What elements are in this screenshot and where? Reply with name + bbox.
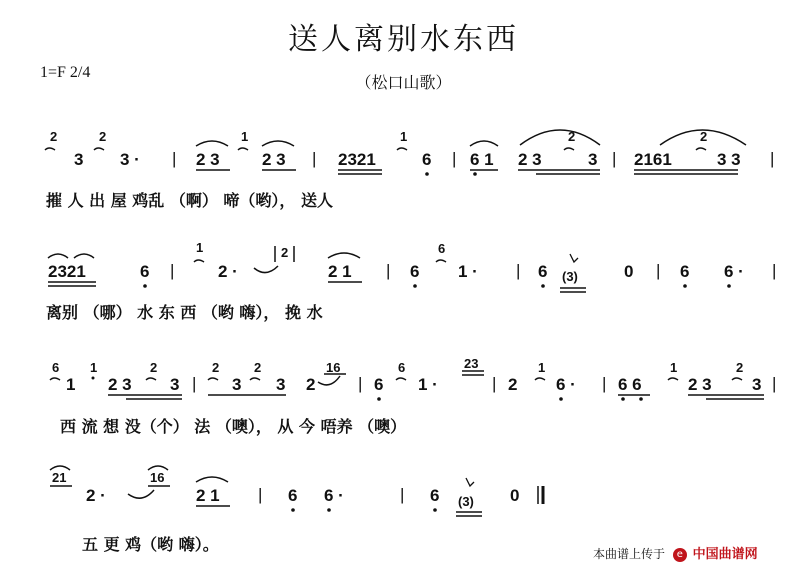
svg-text:6: 6 [422,150,432,169]
svg-text:3: 3 [170,375,180,394]
svg-text:2 3: 2 3 [688,375,712,394]
svg-text:2: 2 [700,129,708,144]
svg-text:1: 1 [66,375,76,394]
song-subtitle: （松口山歌） [355,73,452,92]
song-title: 送人离别水东西 [288,22,519,57]
notation-line-3 [50,356,776,401]
svg-text:3: 3 [752,375,762,394]
svg-text:6: 6 [374,375,384,394]
svg-text:2 1: 2 1 [196,486,220,505]
svg-text:1 ·: 1 · [418,375,438,394]
svg-text:2321: 2321 [48,262,86,281]
svg-text:2: 2 [50,129,58,144]
svg-text:|: | [170,261,175,280]
svg-text:6: 6 [288,486,298,505]
svg-text:(3): (3) [458,494,474,509]
svg-text:|: | [656,261,661,280]
svg-text:3: 3 [276,375,286,394]
svg-text:2 3: 2 3 [262,150,286,169]
svg-text:3: 3 [588,150,598,169]
svg-text:|: | [312,149,317,168]
svg-text:6 1: 6 1 [470,150,494,169]
svg-text:2 ·: 2 · [218,262,238,281]
svg-text:2 1: 2 1 [328,262,352,281]
footer-prefix: 本曲谱上传于 [593,547,666,561]
svg-text:6: 6 [52,360,60,375]
source-footer [593,543,758,562]
svg-text:2: 2 [281,245,289,260]
svg-text:16: 16 [150,470,165,485]
svg-text:|: | [602,374,607,393]
svg-text:|: | [386,261,391,280]
svg-text:|: | [258,485,263,504]
svg-text:1: 1 [400,129,408,144]
svg-text:6: 6 [438,241,446,256]
footer-site-name: 中国曲谱网 [692,547,758,562]
svg-text:2: 2 [212,360,220,375]
site-logo-icon: e [673,548,687,562]
svg-text:6: 6 [398,360,406,375]
svg-text:2321: 2321 [338,150,376,169]
svg-text:|: | [492,374,497,393]
lyrics-line-4: 五 更 鸡（哟 嗨）。 [82,535,219,554]
svg-text:|: | [516,261,521,280]
svg-text:|: | [452,149,457,168]
svg-text:3: 3 [232,375,242,394]
lyrics-line-2: 离别 （哪） 水 东 西 （哟 嗨）， 挽 水 [46,303,323,322]
svg-text:23: 23 [464,356,479,371]
svg-text:6 ·: 6 · [724,262,744,281]
svg-text:|: | [772,261,777,280]
svg-text:|: | [192,374,197,393]
svg-text:21: 21 [52,470,67,485]
svg-text:3 ·: 3 · [120,150,140,169]
lyrics-line-3: 西 流 想 没（个） 法 （噢）， 从 今 唔养 （噢） [60,417,407,436]
svg-text:6: 6 [430,486,440,505]
svg-text:2 3: 2 3 [108,375,132,394]
svg-text:1 ·: 1 · [458,262,478,281]
lyrics-line-1: 摧 人 出 屋 鸡乱 （啊） 啼（哟）， 送人 [46,191,333,210]
svg-text:1: 1 [241,129,249,144]
svg-text:2: 2 [508,375,518,394]
svg-text:2: 2 [306,375,316,394]
svg-text:2: 2 [150,360,158,375]
svg-text:3 3: 3 3 [717,150,741,169]
svg-text:1: 1 [670,360,678,375]
svg-text:3: 3 [74,150,84,169]
svg-text:6: 6 [538,262,548,281]
svg-text:6: 6 [140,262,150,281]
svg-text:1: 1 [538,360,546,375]
svg-text:1: 1 [90,360,98,375]
svg-text:2: 2 [736,360,744,375]
notation-line-2 [48,240,776,292]
svg-text:|: | [400,485,405,504]
svg-text:6 ·: 6 · [556,375,576,394]
notation-line-4 [50,466,543,516]
svg-text:2 3: 2 3 [518,150,542,169]
svg-text:2: 2 [99,129,107,144]
notation-line-1 [45,129,774,176]
svg-text:2: 2 [568,129,576,144]
svg-text:6: 6 [680,262,690,281]
svg-text:0: 0 [624,262,634,281]
svg-text:16: 16 [326,360,341,375]
svg-text:6: 6 [410,262,420,281]
svg-text:|: | [770,149,775,168]
svg-text:2161: 2161 [634,150,672,169]
svg-text:|: | [172,149,177,168]
svg-text:0: 0 [510,486,520,505]
svg-text:6 ·: 6 · [324,486,344,505]
svg-text:|: | [772,374,777,393]
svg-text:2 ·: 2 · [86,486,106,505]
svg-text:2 3: 2 3 [196,150,220,169]
svg-text:|: | [612,149,617,168]
svg-text:(3): (3) [562,269,578,284]
key-time-signature: 1=F 2/4 [40,64,91,81]
svg-text:6 6: 6 6 [618,375,642,394]
svg-text:|: | [358,374,363,393]
svg-text:1: 1 [196,240,204,255]
svg-text:2: 2 [254,360,262,375]
